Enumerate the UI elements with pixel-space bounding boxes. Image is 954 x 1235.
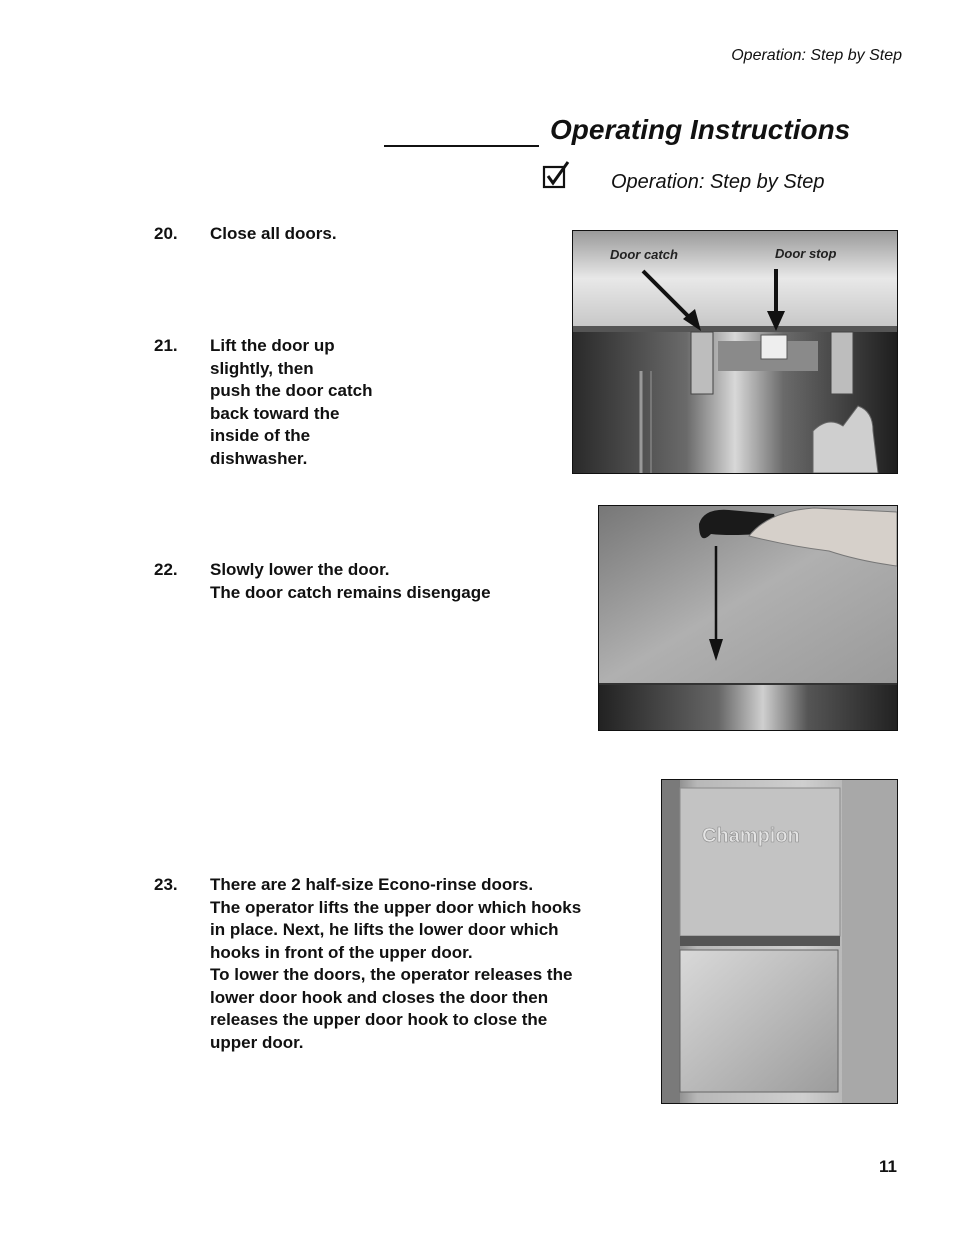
step-line: dishwasher.	[210, 448, 308, 468]
step-line: slightly, then	[210, 358, 314, 378]
step-line: The door catch remains disengage	[210, 582, 491, 602]
step-line: in place. Next, he lifts the lower door which	[210, 920, 559, 939]
step-line: Lift the door up	[210, 336, 335, 355]
step-line: inside of the	[210, 426, 311, 445]
step-line: releases the upper door hook to close the	[210, 1010, 548, 1029]
step-number: 21.	[154, 336, 178, 355]
step-line: To lower the doors, the operator releases the	[210, 965, 573, 984]
step-line: Slowly lower the door.	[210, 560, 390, 579]
title-rule	[384, 145, 539, 147]
econo-rinse-photo	[661, 779, 898, 1104]
door-catch-photo	[572, 230, 898, 474]
step-text	[210, 335, 372, 470]
subtitle-row	[541, 160, 861, 196]
step-number: 20.	[154, 224, 178, 243]
step-text	[210, 223, 337, 246]
page-subtitle: Operation: Step by Step	[611, 171, 825, 193]
step-line: upper door.	[210, 1032, 304, 1052]
step-line: Close all doors.	[210, 224, 337, 243]
section-title-row	[384, 114, 854, 150]
lower-door-photo	[598, 505, 898, 731]
step-text	[210, 559, 491, 604]
step-text	[210, 874, 581, 1054]
step-line: lower door hook and closes the door then	[210, 987, 549, 1007]
step-number: 23.	[154, 875, 178, 894]
step-number: 22.	[154, 560, 178, 579]
page-number: 11	[879, 1157, 897, 1176]
step-line: There are 2 half-size Econo-rinse doors.	[210, 875, 534, 894]
step-line: push the door catch	[210, 381, 373, 400]
door-catch-label: Door catch	[610, 247, 678, 262]
checked-box-icon	[541, 160, 571, 190]
page-title: Operating Instructions	[550, 114, 851, 145]
door-stop-label: Door stop	[775, 246, 837, 261]
brand-logo: Champion	[702, 825, 800, 847]
step-line: back toward the	[210, 403, 340, 423]
step-line: The operator lifts the upper door which hooks	[210, 897, 582, 917]
step-line: hooks in front of the upper door.	[210, 942, 473, 962]
running-header: Operation: Step by Step	[731, 47, 902, 64]
